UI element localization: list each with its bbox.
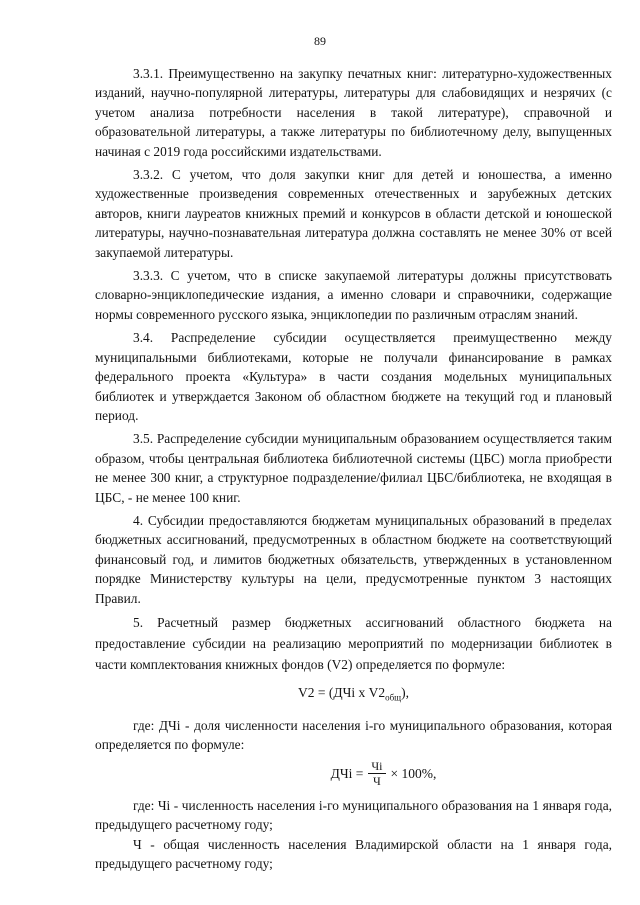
paragraph-3-3-1: 3.3.1. Преимущественно на закупку печатных книг: литературно-художественных изданий, научно-популярной литературы, литературы для слабовидящих и незрячих (с учетом анализа потребности населения в такой литературе), справочной и образовательной литературы, а также литературы по библиотечному делу, выпущенных начиная с 2019 года российскими издательствами.	[95, 66, 612, 159]
definition-ch: Ч - общая численность населения Владимирской области на 1 января года, предыдущего расчетному году;	[95, 836, 612, 872]
formula-dchi	[155, 759, 612, 788]
definition-dchi: где: ДЧi - доля численности населения i-го муниципального образования, которая определяется по формуле:	[95, 718, 612, 753]
formula-dchi-fraction	[368, 759, 385, 788]
paragraph-3-3-3: 3.3.3. С учетом, что в списке закупаемой литературы должны присутствовать словарно-энциклопедические издания, а именно словари и справочники, содержащие нормы современного русского языка, энциклопедии по различным отраслям знаний.	[95, 268, 612, 322]
paragraph-5: 5. Расчетный размер бюджетных ассигнований областного бюджета на предоставление субсидии на реализацию мероприятий по модернизации библиотек в части комплектования книжных фондов (V2) определяется по формуле:	[95, 614, 612, 672]
formula-v2-main: V2 = (ДЧi х V2	[298, 684, 386, 700]
formula-dchi-rhs: × 100%,	[390, 765, 437, 781]
fraction-numerator: Чi	[368, 759, 385, 774]
formula-dchi-lhs: ДЧi =	[330, 765, 364, 781]
fraction-denominator: Ч	[373, 773, 381, 788]
page-body	[95, 64, 612, 874]
paragraph-4: 4. Субсидии предоставляются бюджетам муниципальных образований в пределах бюджетных ассигнований, предусмотренных в областном бюджете на соответствующий финансовый год, и лимитов бюджетных обязательств, утвержденных в установленном порядке Министерству культуры на цели, предусмотренные пунктом 3 настоящих Правил.	[95, 512, 612, 606]
formula-v2-tail: ),	[401, 684, 409, 700]
formula-v2	[95, 683, 612, 708]
definition-chi: где: Чi - численность населения i-го муниципального образования на 1 января года, предыдущего расчетному году;	[95, 797, 612, 833]
page-number: 89	[314, 34, 326, 48]
paragraph-3-4: 3.4. Распределение субсидии осуществляется преимущественно между муниципальными библиотеками, которые не получали финансирование в рамках федерального проекта «Культура» в части создания модельных муниципальных библиотек и утверждается Законом об областном бюджете на текущий год и плановый период.	[95, 330, 612, 423]
formula-v2-subscript: общ	[385, 692, 402, 703]
paragraph-3-3-2: 3.3.2. С учетом, что доля закупки книг для детей и юношества, а именно художественные произведения современных отечественных и зарубежных детских авторов, книги лауреатов книжных премий и конкурсов в области детской и юношеской литературы, научно-познавательная литература должна составлять не менее 30% от всей закупаемой литературы.	[95, 167, 612, 260]
paragraph-3-5: 3.5. Распределение субсидии муниципальным образованием осуществляется таким образом, чтобы центральная библиотека библиотечной системы (ЦБС) могла приобрести не менее 300 книг, а структурное подразделение/филиал ЦБС/библиотека, не входящая в ЦБС, - не менее 100 книг.	[95, 431, 612, 505]
